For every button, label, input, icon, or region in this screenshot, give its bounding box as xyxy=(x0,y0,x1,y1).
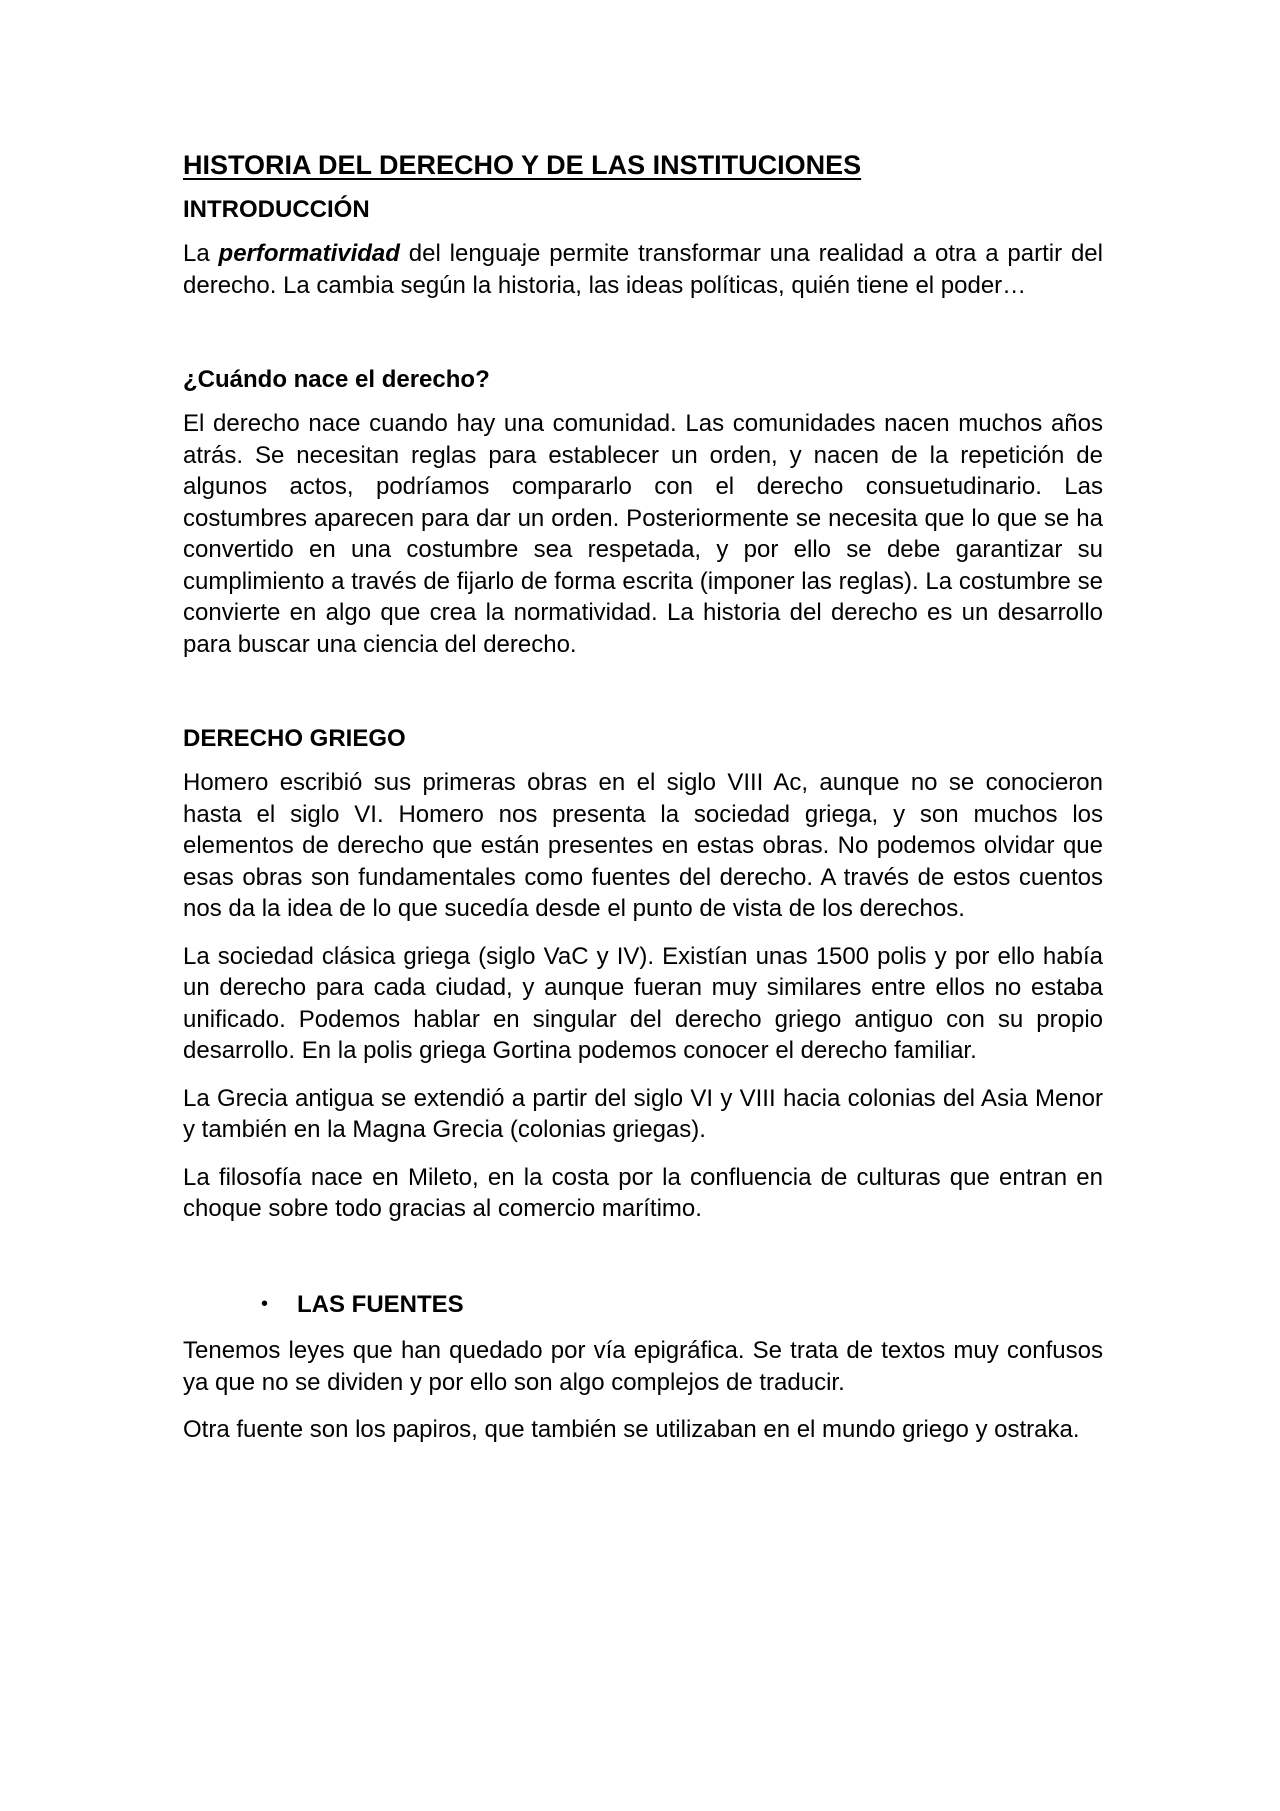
greek-paragraph-2: La sociedad clásica griega (siglo VaC y IV). Existían unas 1500 polis y por ello había un derecho para cada ciudad, y aunque fueran muy similares entre ellos no estaba unificado. Podemos hablar en singular del derecho griego antiguo con su propio desarrollo. En la polis griega Gortina podemos conocer el derecho familiar. xyxy=(183,942,1103,1064)
spacer xyxy=(183,1241,1103,1289)
spacer xyxy=(183,676,1103,723)
intro-heading: INTRODUCCIÓN xyxy=(183,196,370,223)
greek-paragraph-1: Homero escribió sus primeras obras en el siglo VIII Ac, aunque no se conocieron hasta el siglo VI. Homero nos presenta la sociedad griega, y son muchos los elementos de derecho que están presentes en estas obras. No podemos olvidar que esas obras son fundamentales como fuentes del derecho. A través de estos cuentos nos da la idea de lo que sucedía desde el punto de vista de los derechos. xyxy=(183,769,1103,922)
document-title: HISTORIA DEL DERECHO Y DE LAS INSTITUCIONES xyxy=(183,150,862,180)
sources-paragraph-1: Tenemos leyes que han quedado por vía epigráfica. Se trata de textos muy confusos ya que no se dividen y por ello son algo complejos de traducir. xyxy=(183,1337,1103,1396)
origin-paragraph: El derecho nace cuando hay una comunidad. Las comunidades nacen muchos años atrás. Se necesitan reglas para establecer un orden, y nacen de la repetición de algunos actos, podríamos compararlo con el derecho consuetudinario. Las costumbres aparecen para dar un orden. Posteriormente se necesita que lo que se ha convertido en una costumbre sea respetada, y por ello se debe garantizar su cumplimiento a través de fijarlo de forma escrita (imponer las reglas). La costumbre se convierte en algo que crea la normatividad. La historia del derecho es un desarrollo para buscar una ciencia del derecho. xyxy=(183,410,1103,658)
spacer xyxy=(183,317,1103,364)
sources-paragraph-2: Otra fuente son los papiros, que también se utilizaban en el mundo griego y ostraka. xyxy=(183,1416,1080,1443)
sources-heading-row xyxy=(183,1289,1103,1323)
intro-paragraph xyxy=(183,238,1103,301)
intro-emphasis: performatividad xyxy=(218,240,400,267)
intro-text-start: La xyxy=(183,240,219,267)
intro-text-end: del lenguaje permite transformar una realidad a otra a partir del derecho. La cambia según la historia, las ideas políticas, quién tiene el poder… xyxy=(183,240,1103,299)
greek-paragraph-4: La filosofía nace en Mileto, en la costa por la confluencia de culturas que entran en choque sobre todo gracias al comercio marítimo. xyxy=(183,1163,1103,1222)
sources-heading: LAS FUENTES xyxy=(297,1290,464,1318)
greek-paragraph-3: La Grecia antigua se extendió a partir del siglo VI y VIII hacia colonias del Asia Menor y también en la Magna Grecia (colonias griegas). xyxy=(183,1084,1103,1143)
document-page xyxy=(183,148,1103,1462)
bullet-icon: • xyxy=(261,1292,269,1315)
greek-heading: DERECHO GRIEGO xyxy=(183,725,406,752)
origin-heading: ¿Cuándo nace el derecho? xyxy=(183,366,490,393)
